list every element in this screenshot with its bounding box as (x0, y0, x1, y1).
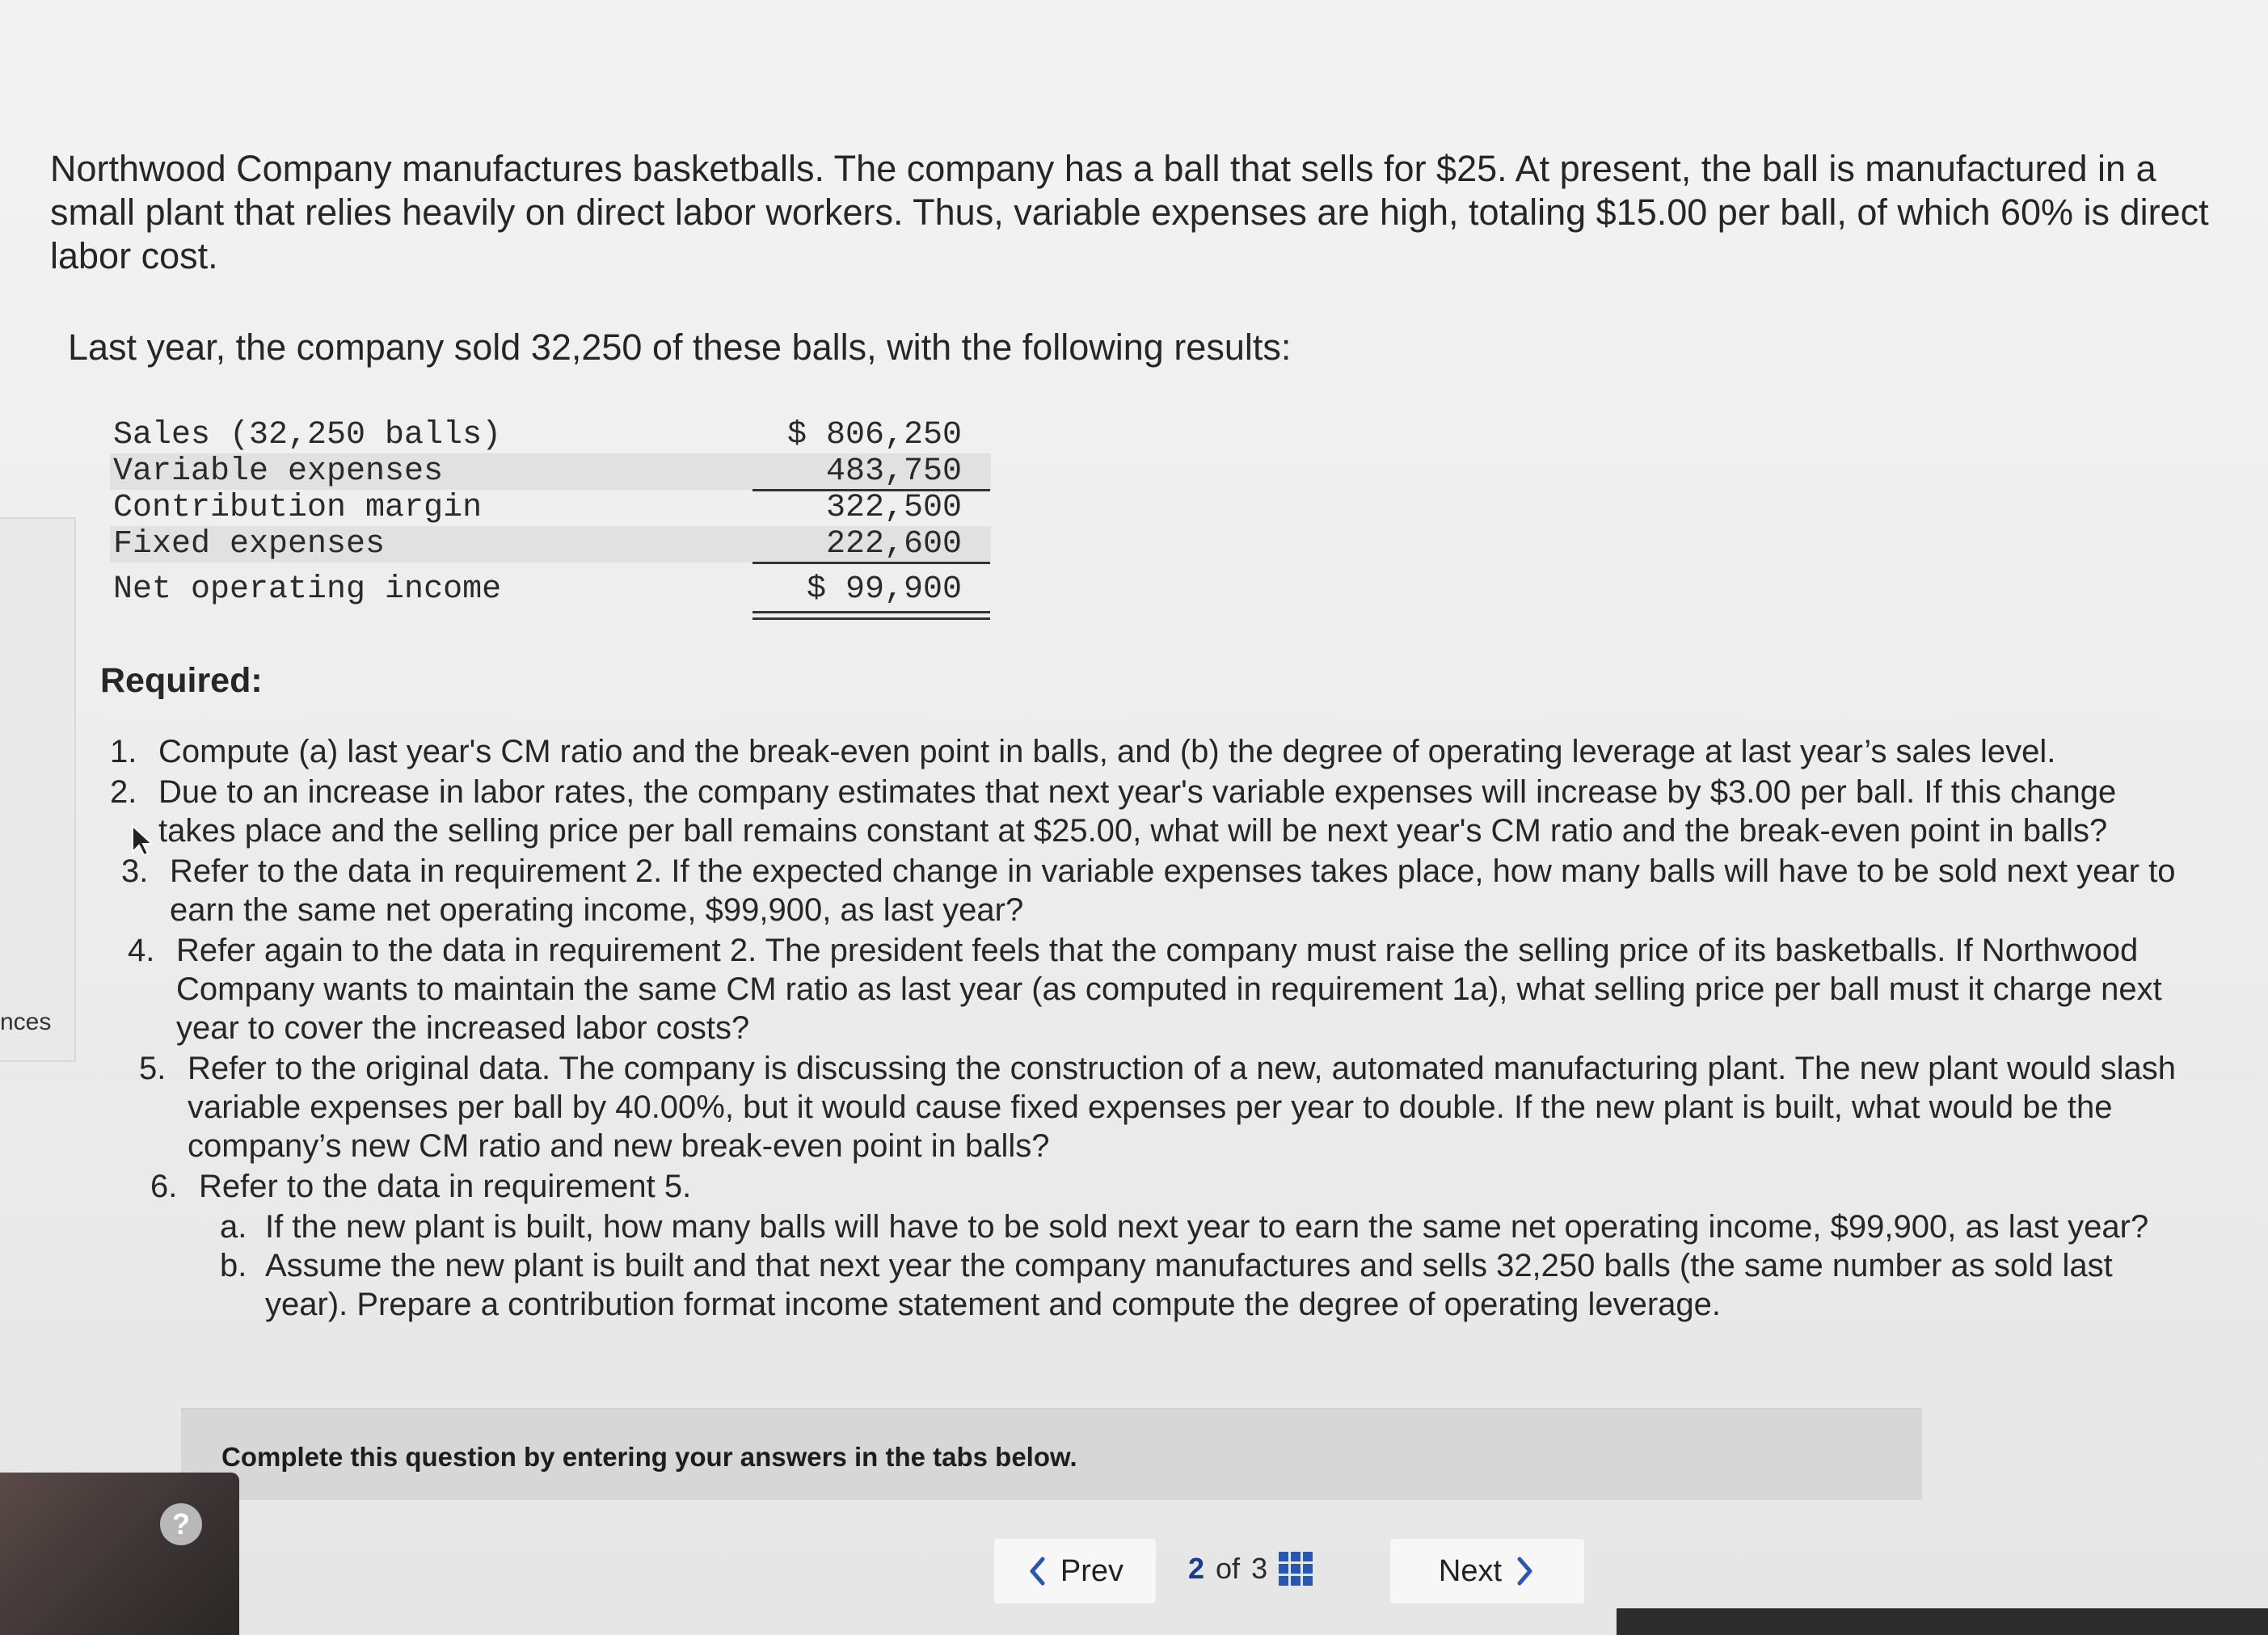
problem-intro: Northwood Company manufactures basketballs. The company has a ball that sells for $25. At present, the ball is manufactured in a small plant that relies heavily on direct labor workers. Thus, variable expenses are high, totaling $15.00 per ball, of which 60% is direct labor cost. (50, 148, 2209, 276)
requirement-number: 5. (139, 1051, 167, 1086)
requirement-text: Refer to the data in requirement 5. (199, 1169, 692, 1204)
grid-icon[interactable] (1279, 1552, 1313, 1586)
chevron-left-icon (1027, 1555, 1048, 1587)
total-double-rule-top (752, 611, 990, 613)
subtotal-rule (752, 489, 990, 491)
requirement-number: 3. (121, 853, 149, 889)
statement-value: $ 99,900 (806, 571, 962, 608)
requirement-subitem (220, 1207, 2179, 1246)
statement-label: Variable expenses (113, 453, 444, 490)
current-page: 2 (1188, 1552, 1205, 1585)
subitem-letter: a. (220, 1209, 247, 1245)
statement-row-net-operating-income (110, 569, 991, 611)
requirement-text: Refer again to the data in requirement 2. The president feels that the company must raise the selling price of its basketballs. If Northwood Company wants to maintain the same CM ratio as last year (as computed in requirement 1a), what selling price per ball must it charge next year to cover the increased labor costs? (176, 933, 2162, 1046)
statement-label: Sales (32,250 balls) (113, 417, 502, 453)
prev-label: Prev (1060, 1553, 1124, 1588)
statement-label: Contribution margin (113, 490, 483, 526)
page-of-label: of (1216, 1552, 1241, 1585)
bottom-dark-band (1617, 1608, 2268, 1635)
requirement-number: 6. (150, 1169, 178, 1204)
statement-label: Net operating income (113, 571, 502, 608)
income-statement (110, 417, 991, 611)
statement-label: Fixed expenses (113, 526, 386, 563)
instruction-banner (181, 1408, 1922, 1500)
statement-value: 222,600 (825, 526, 962, 563)
requirement-text: Refer to the original data. The company is discussing the construction of a new, automated manufacturing plant. The new plant would slash variable expenses per ball by 40.00%, but it would cause fixed expenses per year to double. If the new plant is built, what would be the company’s new CM ratio and new break-even point in balls? (188, 1051, 2176, 1164)
total-pages: 3 (1251, 1552, 1268, 1585)
requirement-text: Compute (a) last year's CM ratio and the break-even point in balls, and (b) the degree of operating leverage at last year’s sales level. (158, 734, 2056, 769)
statement-value: 322,500 (825, 490, 962, 526)
requirement-subitem (220, 1246, 2179, 1324)
page-indicator (1188, 1552, 1313, 1586)
mouse-cursor-icon (129, 824, 158, 857)
statement-row-sales (110, 417, 991, 453)
statement-row-variable-expenses (110, 453, 991, 490)
statement-row-fixed-expenses (110, 526, 991, 563)
requirement-subitems (150, 1207, 2179, 1324)
subitem-text: If the new plant is built, how many balls will have to be sold next year to earn the same net operating income, $99,900, as last year? (265, 1209, 2149, 1245)
statement-value: $ 806,250 (786, 417, 962, 453)
next-button[interactable] (1390, 1539, 1584, 1603)
requirement-item (150, 1167, 2179, 1206)
requirement-item (128, 931, 2179, 1047)
prev-button[interactable] (994, 1539, 1156, 1603)
question-navigation (970, 1531, 1584, 1612)
chevron-right-icon (1515, 1555, 1536, 1587)
requirement-text: Refer to the data in requirement 2. If the expected change in variable expenses takes place, how many balls will have to be sold next year to earn the same net operating income, $99,900, as last year? (170, 853, 2176, 928)
statement-row-contribution-margin (110, 490, 991, 526)
subitem-text: Assume the new plant is built and that next year the company manufactures and sells 32,250 balls (the same number as sold last year). Prepare a contribution format income statement and compute the degree of operating leverage. (265, 1248, 2113, 1322)
subtotal-rule (752, 562, 990, 564)
statement-value: 483,750 (825, 453, 962, 490)
requirement-number: 4. (128, 933, 155, 968)
help-icon[interactable]: ? (160, 1503, 202, 1545)
left-panel-strip[interactable] (0, 517, 76, 1062)
requirement-text: Due to an increase in labor rates, the company estimates that next year's variable expenses will increase by $3.00 per ball. If this change takes place and the selling price per ball remains constant at $25.00, what will be next year's CM ratio and the break-even point in balls? (158, 774, 2117, 849)
next-label: Next (1438, 1553, 1503, 1588)
requirements-list (110, 732, 2179, 1325)
total-double-rule-bottom (752, 617, 990, 620)
dark-overlay-corner (0, 1473, 239, 1635)
requirement-number: 1. (110, 734, 137, 769)
problem-lead: Last year, the company sold 32,250 of these balls, with the following results: (68, 327, 1292, 368)
requirement-number: 2. (110, 774, 137, 810)
requirement-item (110, 732, 2179, 771)
subitem-letter: b. (220, 1248, 247, 1283)
requirement-item (110, 773, 2179, 850)
required-heading: Required: (100, 661, 263, 700)
requirement-item (121, 852, 2179, 929)
instruction-text: Complete this question by entering your answers in the tabs below. (221, 1442, 1077, 1472)
left-panel-label[interactable]: nces (0, 1009, 52, 1035)
requirement-item (139, 1049, 2179, 1165)
